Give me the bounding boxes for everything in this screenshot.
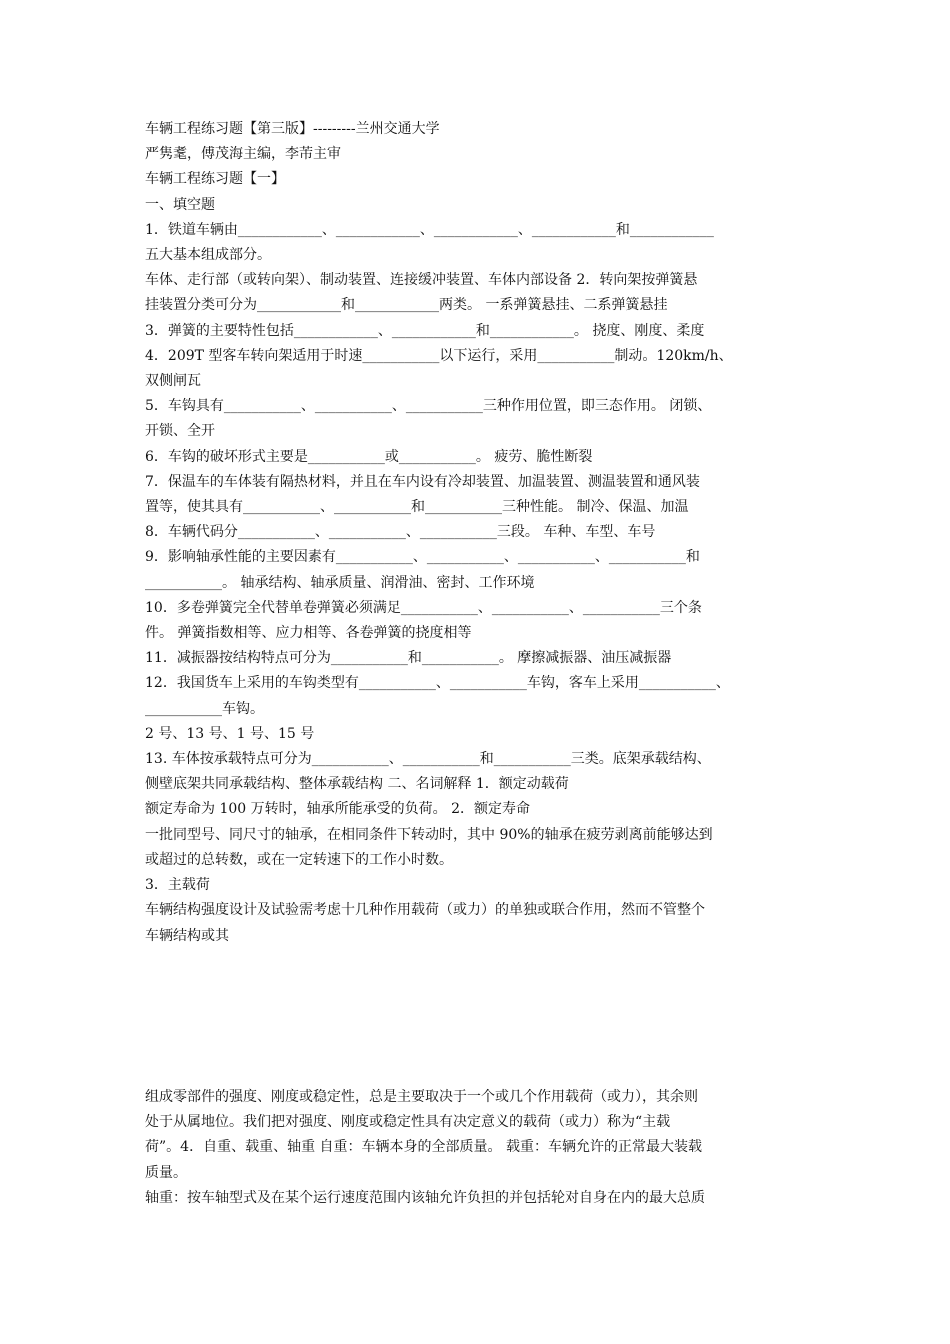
text-line: 11．减振器按结构特点可分为___________和___________。 摩擦减振器、油压减振器 (145, 650, 672, 667)
text-line: 双侧闸瓦 (145, 373, 201, 390)
text-line: ___________。 轴承结构、轴承质量、润滑油、密封、工作环境 (145, 574, 535, 591)
text-line: 9．影响轴承性能的主要因素有___________、___________、___________、___________和 (145, 549, 700, 566)
text-line: 车辆工程练习题【一】 (145, 171, 285, 188)
text-line: 3．弹簧的主要特性包括____________、____________和____________。 挠度、刚度、柔度 (145, 322, 705, 339)
text-line: 额定寿命为 100 万转时，轴承所能承受的负荷。 2．额定寿命 (145, 801, 530, 818)
text-line: 侧壁底架共同承载结构、整体承载结构 二、名词解释 1．额定动载荷 (145, 776, 569, 793)
text-line: 1．铁道车辆由____________、____________、____________、____________和____________ (145, 221, 714, 238)
text-line: 6．车钩的破坏形式主要是___________或___________。 疲劳、脆性断裂 (145, 448, 593, 465)
text-line: 五大基本组成部分。 (145, 247, 271, 264)
text-block-bottom (145, 1085, 815, 1211)
text-line: 8．车辆代码分___________、___________、___________三段。 车种、车型、车号 (145, 524, 656, 541)
text-line: 质量。 (145, 1164, 187, 1181)
text-line: 2 号、13 号、1 号、15 号 (145, 725, 315, 742)
text-line: 一批同型号、同尺寸的轴承，在相同条件下转动时，其中 90%的轴承在疲劳剥离前能够达到 (145, 826, 713, 843)
text-line: 严隽耄，傅茂海主编，李芾主审 (145, 146, 341, 163)
text-line: 一、填空题 (145, 196, 215, 213)
text-line: 13. 车体按承载特点可分为___________、___________和___________三类。底架承载结构、 (145, 751, 711, 768)
text-line: 车辆结构或其 (145, 927, 229, 944)
text-line: 7．保温车的车体装有隔热材料，并且在车内设有冷却装置、加温装置、测温装置和通风装 (145, 473, 700, 490)
text-line: 12．我国货车上采用的车钩类型有___________、___________车钩，客车上采用___________、 (145, 675, 730, 692)
text-block-top (145, 117, 815, 949)
text-line: 件。 弹簧指数相等、应力相等、各卷弹簧的挠度相等 (145, 625, 472, 642)
text-line: 5．车钩具有___________、___________、___________三种作用位置，即三态作用。 闭锁、 (145, 398, 712, 415)
text-line: 挂装置分类可分为____________和____________两类。 一系弹簧悬挂、二系弹簧悬挂 (145, 297, 668, 314)
text-line: 荷”。4．自重、载重、轴重 自重：车辆本身的全部质量。 载重：车辆允许的正常最大装载 (145, 1139, 702, 1156)
text-line: 车辆工程练习题【第三版】---------兰州交通大学 (145, 121, 440, 137)
text-line: 开锁、全开 (145, 423, 215, 440)
text-line: 10．多卷弹簧完全代替单卷弹簧必须满足___________、___________、___________三个条 (145, 599, 702, 616)
text-line: 车体、走行部（或转向架）、制动装置、连接缓冲装置、车体内部设备 2．转向架按弹簧悬 (145, 272, 698, 289)
text-line: ___________车钩。 (145, 700, 264, 717)
text-line: 4．209T 型客车转向架适用于时速___________以下运行，采用___________制动。120km/h、 (145, 347, 733, 364)
text-line: 置等，使其具有___________、___________和___________三种性能。 制冷、保温、加温 (145, 499, 689, 516)
text-line: 轴重：按车轴型式及在某个运行速度范围内该轴允许负担的并包括轮对自身在内的最大总质 (145, 1189, 705, 1206)
text-line: 3．主载荷 (145, 877, 210, 894)
text-line: 车辆结构强度设计及试验需考虑十几种作用载荷（或力）的单独或联合作用，然而不管整个 (145, 902, 705, 919)
text-line: 组成零部件的强度、刚度或稳定性，总是主要取决于一个或几个作用载荷（或力），其余则 (145, 1089, 698, 1105)
text-line: 处于从属地位。我们把对强度、刚度或稳定性具有决定意义的载荷（或力）称为“主载 (145, 1114, 671, 1131)
text-line: 或超过的总转数，或在一定转速下的工作小时数。 (145, 851, 453, 868)
